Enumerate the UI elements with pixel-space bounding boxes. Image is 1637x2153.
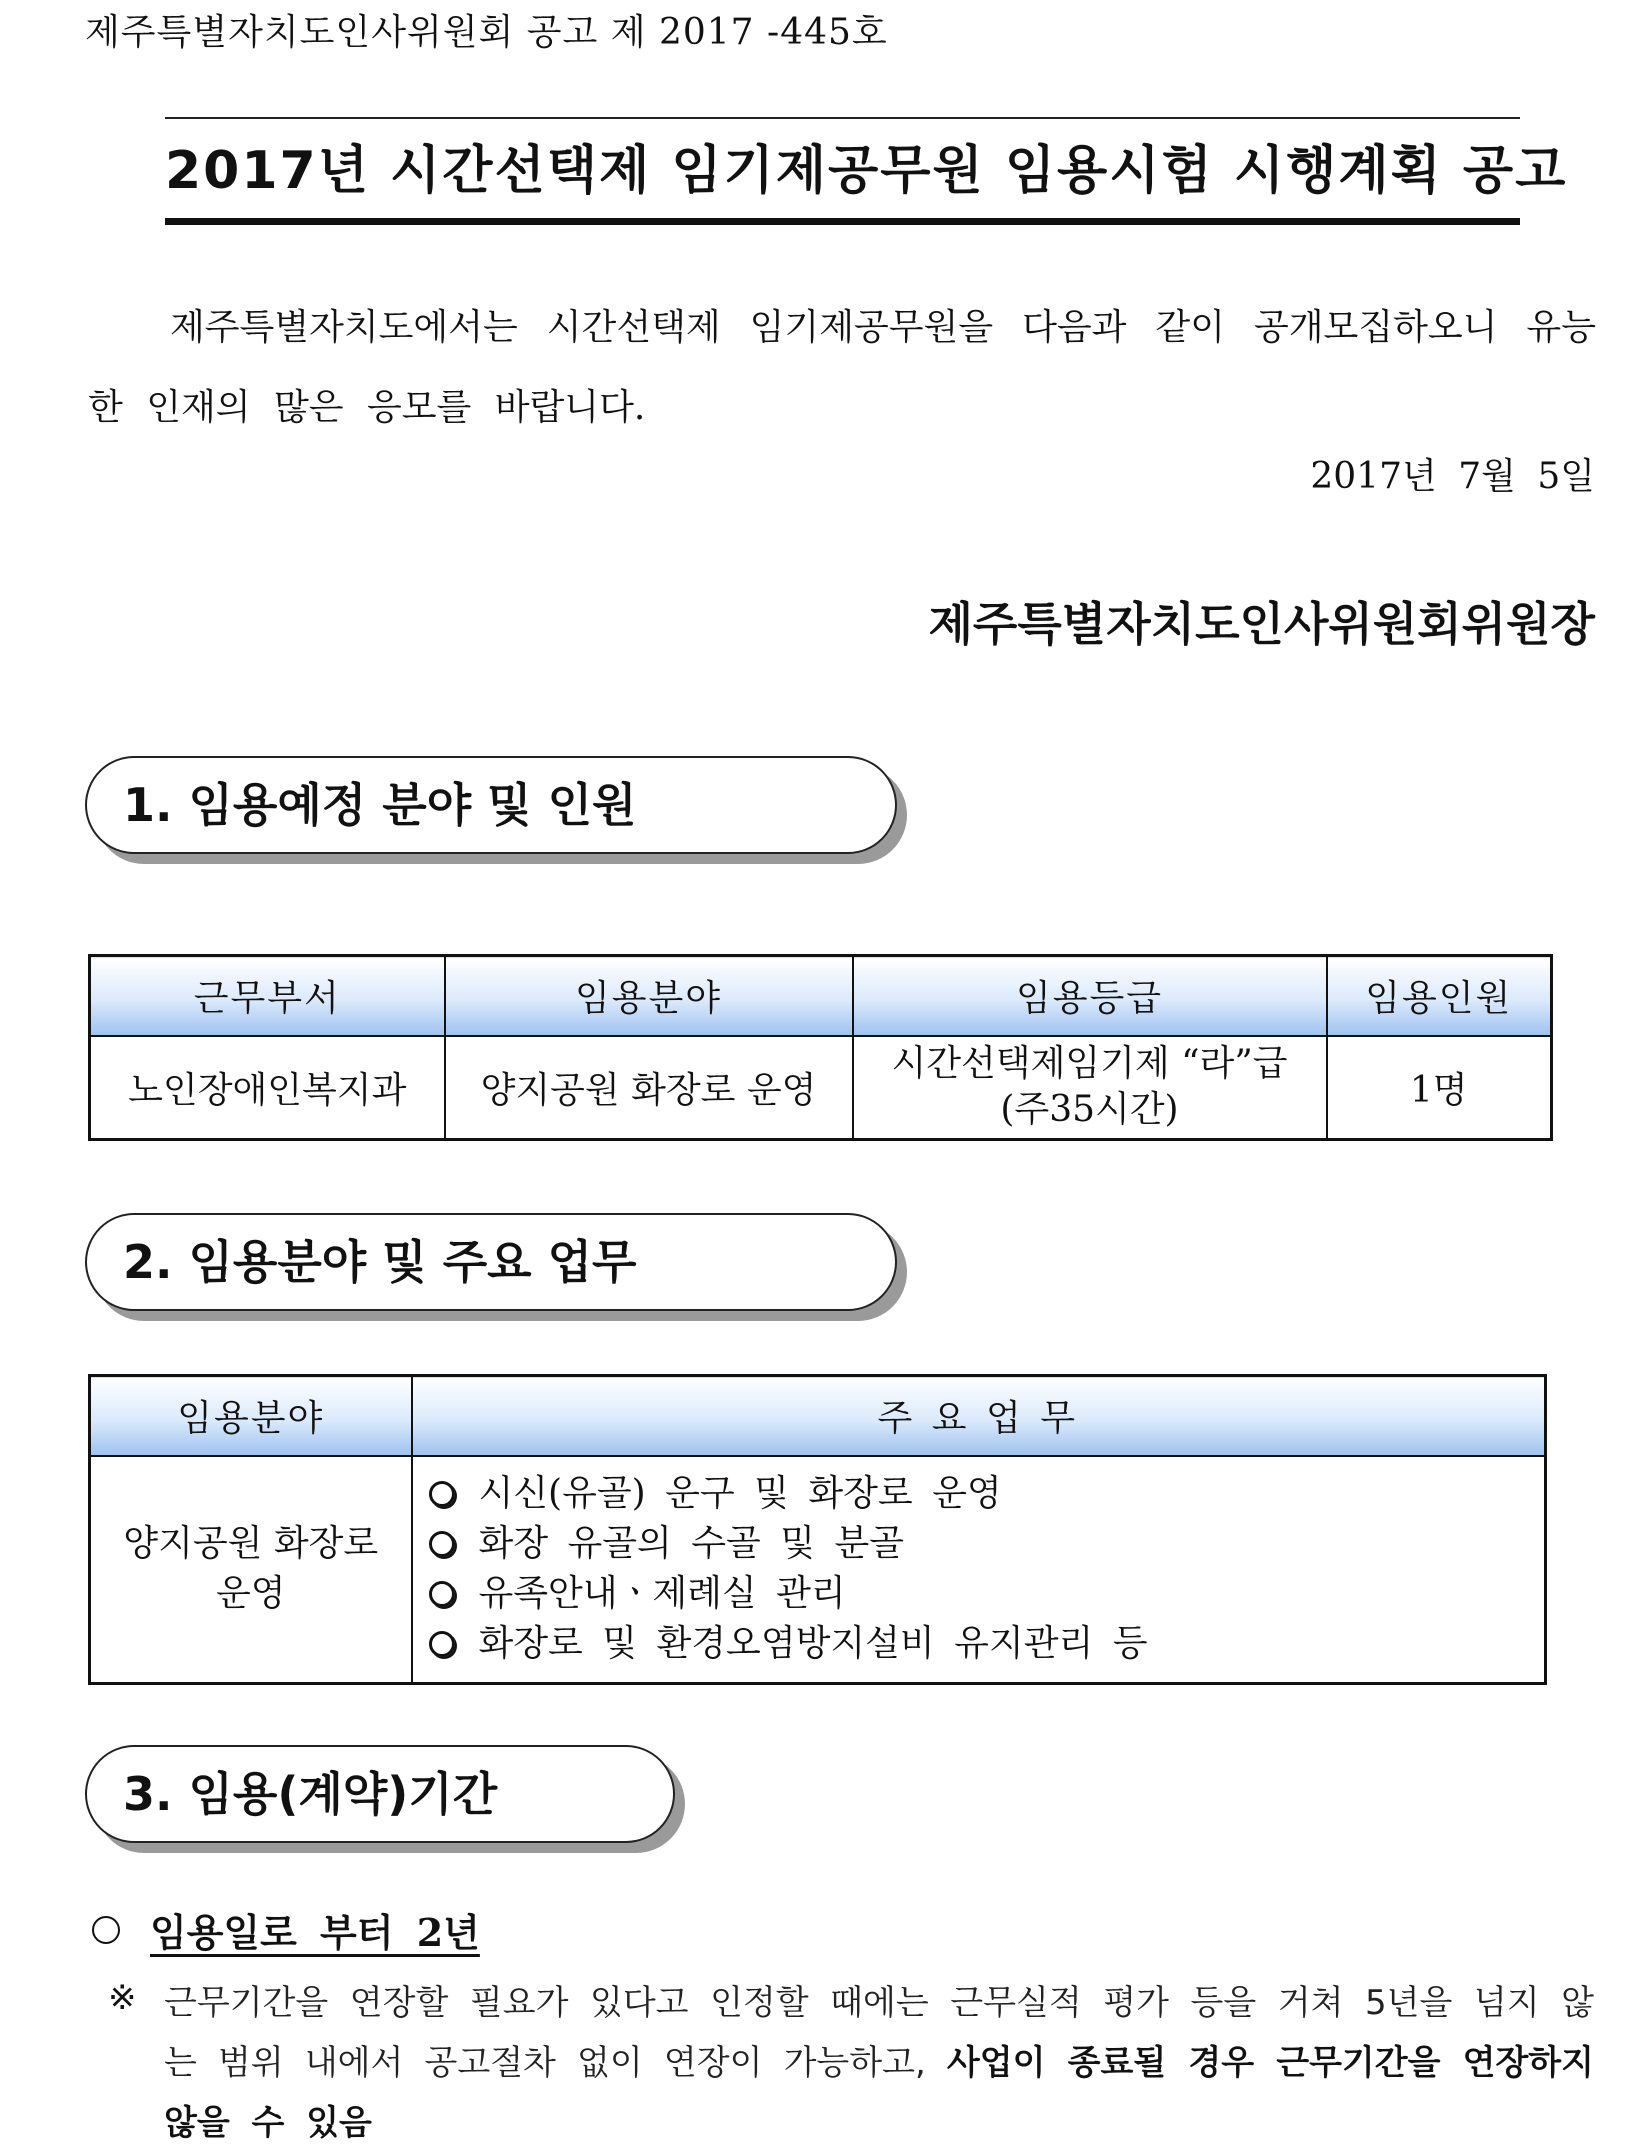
table-row (90, 1456, 1546, 1684)
announcement-date: 2017년 7월 5일 (1310, 456, 1595, 497)
document-title: 2017년 시간선택제 임기제공무원 임용시험 시행계획 공고 (165, 141, 1568, 201)
duty-text: 화장로 및 환경오염방지설비 유지관리 등 (478, 1623, 1148, 1665)
bullet-circle-icon (429, 1481, 455, 1507)
section-2-heading: 2. 임용분야 및 주요 업무 (85, 1213, 897, 1311)
duties-table (88, 1374, 1547, 1685)
list-item (429, 1619, 1539, 1669)
cell-grade (853, 1036, 1327, 1140)
title-top-rule (165, 117, 1520, 119)
extension-note (164, 1973, 1594, 2153)
header-dept: 근무부서 (90, 956, 445, 1036)
section-3-heading: 3. 임용(계약)기간 (85, 1745, 675, 1843)
contract-period (92, 1902, 480, 1957)
cell-duties (412, 1456, 1546, 1684)
title-bottom-rule (165, 218, 1520, 225)
table-header-row (90, 1376, 1546, 1456)
cell-field (90, 1456, 412, 1684)
period-text: 임용일로 부터 2년 (150, 1910, 480, 1955)
duty-text: 유족안내ㆍ제례실 관리 (478, 1573, 846, 1615)
intro-paragraph: 제주특별자치도에서는 시간선택제 임기제공무원을 다음과 같이 공개모집하오니 유능한 인재의 많은 응모를 바랍니다. (88, 307, 1596, 428)
duty-text: 시신(유골) 운구 및 화장로 운영 (478, 1473, 1002, 1515)
duty-text: 화장 유골의 수골 및 분골 (478, 1523, 905, 1565)
table-header-row (90, 956, 1552, 1036)
grade-line-2: (주35시간) (1000, 1089, 1179, 1131)
circle-bullet-icon (92, 1916, 120, 1944)
cell-dept: 노인장애인복지과 (90, 1036, 445, 1140)
note-plain: 근무기간을 연장할 필요가 있다고 인정할 때에는 근무실적 평가 등을 거쳐 5년을 넘지 않는 범위 내에서 공고절차 없이 연장이 가능하고, (164, 1983, 1594, 2083)
list-item (429, 1469, 1539, 1519)
table-row (90, 1036, 1552, 1140)
list-item (429, 1519, 1539, 1569)
section-1-heading: 1. 임용예정 분야 및 인원 (85, 756, 897, 854)
header-field: 임용분야 (90, 1376, 412, 1456)
header-duties: 주 요 업 무 (412, 1376, 1546, 1456)
bullet-circle-icon (429, 1531, 455, 1557)
recruitment-table (88, 954, 1553, 1141)
grade-line-1: 시간선택제임기제 “라”급 (891, 1043, 1288, 1085)
header-field: 임용분야 (445, 956, 853, 1036)
field-line-1: 양지공원 화장로 (123, 1523, 379, 1565)
notice-number: 제주특별자치도인사위원회 공고 제 2017 -445호 (85, 12, 888, 53)
cell-count: 1명 (1327, 1036, 1552, 1140)
signer-name: 제주특별자치도인사위원회위원장 (928, 597, 1595, 651)
reference-mark: ※ (108, 1978, 137, 2018)
note-bold: 사업이 종료될 경우 근무기간을 연장하지 않을 수 있음 (164, 2043, 1594, 2143)
header-count: 임용인원 (1327, 956, 1552, 1036)
list-item (429, 1569, 1539, 1619)
bullet-circle-icon (429, 1631, 455, 1657)
bullet-circle-icon (429, 1581, 455, 1607)
header-grade: 임용등급 (853, 956, 1327, 1036)
cell-field: 양지공원 화장로 운영 (445, 1036, 853, 1140)
field-line-2: 운영 (215, 1573, 286, 1615)
